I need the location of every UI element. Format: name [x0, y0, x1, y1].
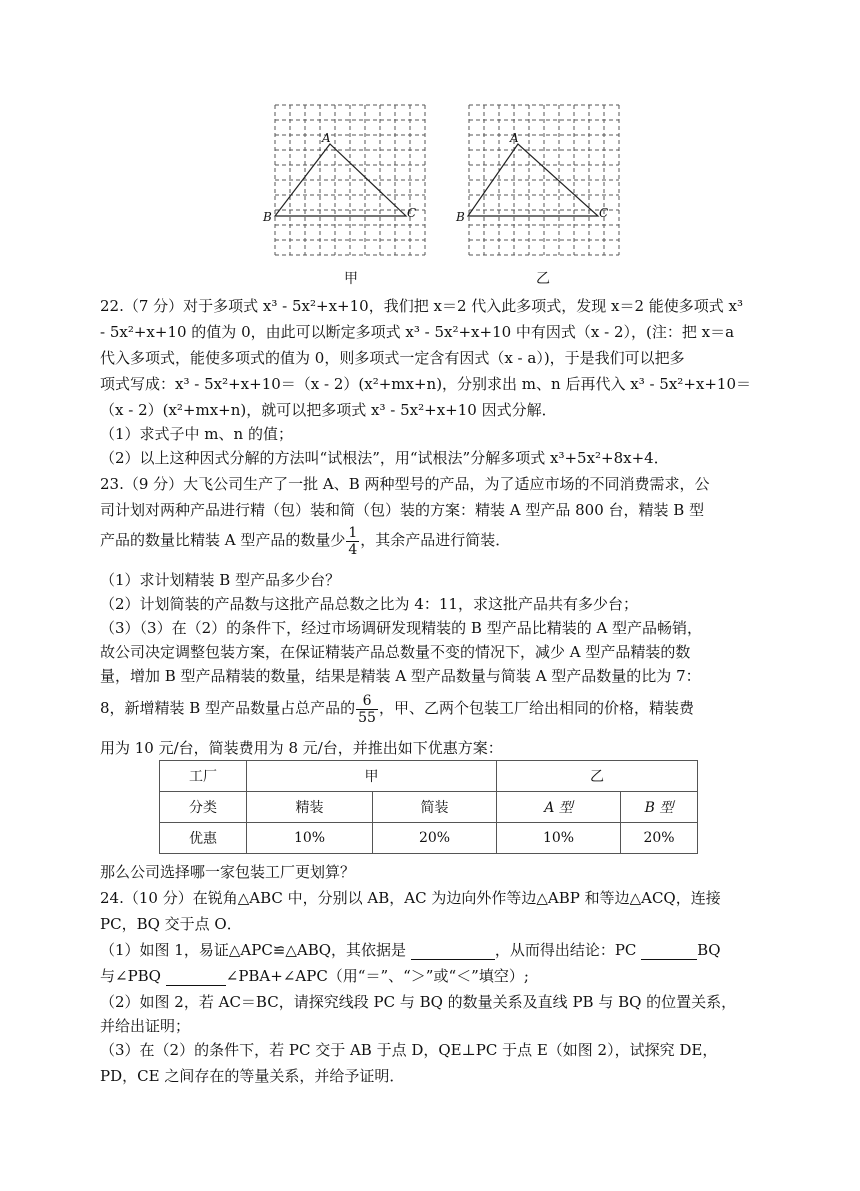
q22-line-2: - 5x²+x+10 的值为 0，由此可以断定多项式 x³ - 5x²+x+10 中有因式（x - 2），(注：把 x＝a [100, 323, 735, 341]
table-row [160, 792, 698, 823]
q24-line-1: 24.（10 分）在锐角△ABC 中，分别以 AB，AC 为边向外作等边△ABP 和等边△ACQ，连接 [100, 889, 721, 907]
table-cell: 分类 [160, 792, 247, 823]
q23-line-9-text-a: 8，新增精装 B 型产品数量占总产品的 [100, 699, 356, 717]
q23-part-1: （1）求计划精装 B 型产品多少台？ [100, 571, 341, 589]
label-a: A [322, 131, 331, 145]
fraction-denominator: 4 [348, 541, 358, 558]
label-b: B [456, 210, 465, 224]
q22-part-1: （1）求式子中 m、n 的值； [100, 425, 293, 443]
grid-figure-right [454, 100, 654, 290]
q23-final-question: 那么公司选择哪一家包装工厂更划算？ [100, 863, 356, 881]
fraction-numerator: 1 [348, 524, 358, 541]
figure-caption-left: 甲 [344, 271, 358, 287]
q23-part-3-line-1: （3）（3）在（2）的条件下，经过市场调研发现精装的 B 型产品比精装的 A 型产品畅销， [100, 619, 703, 637]
q24-part-3-line-2: PD，CE 之间存在的等量关系，并给予证明． [100, 1067, 405, 1085]
table-cell: B 型 [621, 792, 698, 823]
table-cell: 甲 [247, 761, 497, 792]
figure-caption-right: 乙 [536, 271, 550, 287]
q23-part-2: （2）计划简装的产品数与这批产品总数之比为 4：11，求这批产品共有多少台； [100, 595, 638, 613]
fraction-numerator: 6 [356, 693, 378, 710]
label-c: C [407, 206, 417, 220]
label-c: C [599, 206, 609, 220]
q23-line-1: 23.（9 分）大飞公司生产了一批 A、B 两种型号的产品，为了适应市场的不同消费需求，公 [100, 475, 710, 493]
q24-part-1-line-1 [100, 940, 721, 960]
q24-part-1-text-e: ∠PBA+∠APC（用“＝”、“＞”或“＜”填空）; [225, 967, 529, 985]
table-row [160, 761, 698, 792]
figure-group [260, 100, 609, 290]
table-cell: A 型 [497, 792, 621, 823]
answer-blank[interactable] [166, 968, 226, 986]
answer-blank[interactable] [411, 942, 495, 960]
grid-figure-left [260, 100, 460, 290]
q23-part-3-line-2: 故公司决定调整包装方案，在保证精装产品总数量不变的情况下，减少 A 型产品精装的数 [100, 643, 691, 661]
q24-part-1-line-2 [100, 966, 529, 986]
table-cell: 简装 [373, 792, 497, 823]
q23-part-3-line-3: 量，增加 B 型产品精装的数量，结果是精装 A 型产品数量与简装 A 型产品数量的比为 7： [100, 667, 701, 685]
q22-line-3: 代入多项式，能使多项式的值为 0，则多项式一定含有因式（x - a）)，于是我们可以把多 [100, 349, 685, 367]
fraction-denominator: 55 [358, 709, 376, 726]
q24-part-1-text-a: （1）如图 1，易证△APC≌△ABQ，其依据是 [100, 941, 411, 959]
q24-line-2: PC，BQ 交于点 O． [100, 915, 242, 933]
q23-line-3-text-b: ，其余产品进行简装． [360, 531, 511, 549]
table-cell: 10% [247, 823, 373, 854]
discount-table [159, 760, 698, 854]
table-cell: 20% [621, 823, 698, 854]
q24-part-2-line-2: 并给出证明； [100, 1017, 191, 1035]
q23-part-3-line-5: 用为 10 元/台，简装费用为 8 元/台，并推出如下优惠方案： [100, 739, 503, 757]
label-b: B [263, 210, 272, 224]
q24-part-1-text-c: BQ [697, 941, 721, 959]
q23-line-2: 司计划对两种产品进行精（包）装和简（包）装的方案：精装 A 型产品 800 台，精装 B 型 [100, 501, 705, 519]
q22-line-4: 项式写成：x³ - 5x²+x+10＝（x - 2）(x²+mx+n)，分别求出 m、n 后再代入 x³ - 5x²+x+10＝ [100, 375, 752, 393]
q23-line-3 [100, 522, 510, 558]
table-cell: 10% [497, 823, 621, 854]
q23-line-3-text-a: 产品的数量比精装 A 型产品的数量少 [100, 531, 346, 549]
table-cell: 工厂 [160, 761, 247, 792]
q22-line-5: （x - 2）(x²+mx+n)，就可以把多项式 x³ - 5x²+x+10 因式分解． [100, 401, 557, 419]
q23-line-9-text-b: ，甲、乙两个包装工厂给出相同的价格，精装费 [378, 699, 694, 717]
fraction-one-quarter [346, 525, 359, 558]
label-a: A [510, 131, 519, 145]
fraction-six-55ths [356, 693, 378, 726]
q24-part-1-text-b: ，从而得出结论：PC [494, 941, 642, 959]
q23-part-3-line-4 [100, 690, 694, 726]
table-row [160, 823, 698, 854]
table-cell: 精装 [247, 792, 373, 823]
q24-part-2-line-1: （2）如图 2，若 AC＝BC，请探究线段 PC 与 BQ 的数量关系及直线 PB 与 BQ 的位置关系， [100, 993, 737, 1011]
table-cell: 20% [373, 823, 497, 854]
q24-part-1-text-d: 与∠PBQ [100, 967, 166, 985]
q22-part-2: （2）以上这种因式分解的方法叫“试根法”，用“试根法”分解多项式 x³+5x²+8x+4． [100, 449, 669, 467]
q22-line-1: 22.（7 分）对于多项式 x³ - 5x²+x+10，我们把 x＝2 代入此多项式，发现 x＝2 能使多项式 x³ [100, 297, 744, 315]
table-cell: 优惠 [160, 823, 247, 854]
table-cell: 乙 [497, 761, 698, 792]
q24-part-3-line-1: （3）在（2）的条件下，若 PC 交于 AB 于点 D，QE⊥PC 于点 E（如图 2），试探究 DE， [100, 1041, 718, 1059]
answer-blank[interactable] [641, 942, 697, 960]
